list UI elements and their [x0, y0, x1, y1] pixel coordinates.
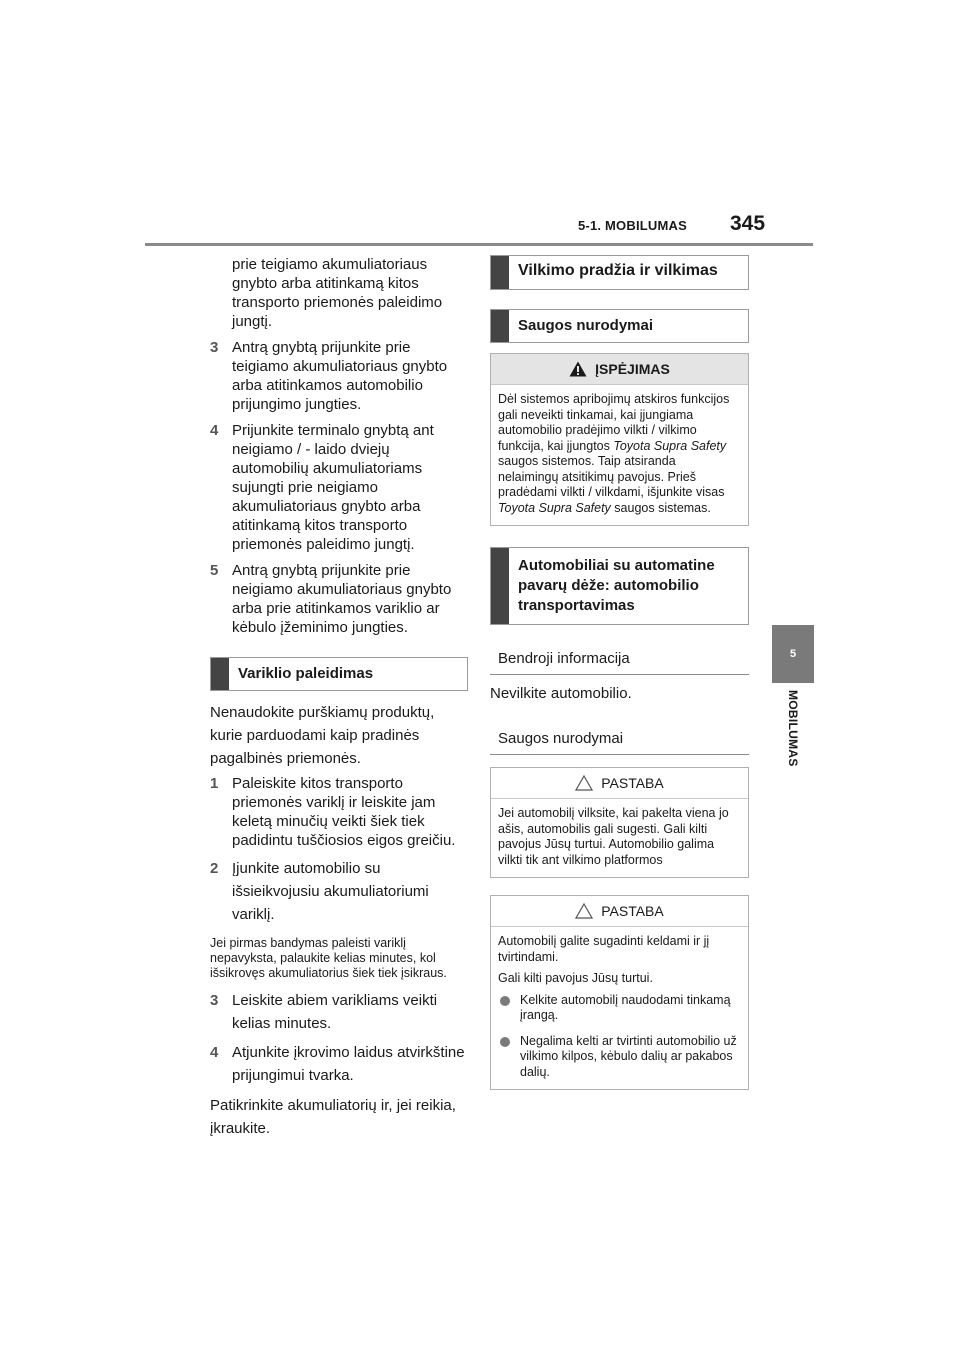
step-number: 3 — [210, 339, 219, 356]
step-number: 3 — [210, 992, 219, 1009]
step-text: Atjunkite įkrovimo laidus atvirkštine prijungimui tvarka. — [232, 1044, 465, 1084]
notice-text: Gali kilti pavojus Jūsų turtui. — [498, 971, 653, 985]
continued-text: prie teigiamo akumuliatoriaus gnybto arba atitinkamą kitos transporto priemonės paleidimo jungtį. — [232, 256, 443, 330]
step-text: Antrą gnybtą prijunkite prie neigiamo akumuliatoriaus gnybto arba prie atitinkamos variklio ar kėbulo įžeminimo jungties. — [232, 562, 452, 636]
section-heading-towing — [490, 255, 749, 290]
note-text: Jei pirmas bandymas paleisti variklį nepavyksta, palaukite kelias minutes, kol išsikrovęs akumuliatorius šiek tiek įsikraus. — [210, 936, 447, 980]
warning-text: Dėl sistemos apribojimų atskiros funkcijos gali neveikti tinkamai, kai įjungiama automobilio pradėjimo vilkti / vilkimo funkcija, kai įjungtos — [498, 392, 730, 453]
warning-triangle-icon — [569, 361, 587, 377]
chapter-tab-label — [772, 690, 814, 800]
heading-text: Variklio paleidimas — [238, 665, 374, 682]
section-heading-automatic — [490, 547, 749, 625]
section-heading-safety — [490, 309, 749, 343]
warning-box — [490, 353, 749, 526]
heading-bar — [211, 658, 229, 690]
intro-text: Nenaudokite purškiamų produktų, kurie parduodami kaip pradinės pagalbinės priemonės. — [210, 704, 435, 767]
bullet-item — [498, 1034, 739, 1081]
step-item — [210, 561, 468, 637]
bullet-text: Negalima kelti ar tvirtinti automobilio už vilkimo kilpos, kėbulo dalių ar pakabos dalių. — [520, 1033, 737, 1079]
notice-body — [491, 927, 748, 1089]
right-column — [490, 255, 749, 1090]
step-item — [210, 421, 468, 554]
chapter-tab-number[interactable]: 5 — [772, 625, 814, 683]
notice-header — [491, 896, 748, 927]
notice-body: Jei automobilį vilksite, kai pakelta viena jo ašis, automobilis gali sugesti. Gali kilti pavojus Jūsų turtui. Automobilio galima vilkti tik ant vilkimo platformos — [498, 806, 729, 867]
section-heading-engine-start — [210, 657, 468, 691]
warning-title: ĮSPĖJIMAS — [595, 360, 670, 377]
section-title: 5-1. MOBILUMAS — [578, 218, 687, 233]
step-number: 4 — [210, 1044, 219, 1061]
bullet-dot-icon — [500, 996, 510, 1006]
step-item — [210, 338, 468, 414]
bullet-text: Kelkite automobilį naudodami tinkamą įrangą. — [520, 992, 731, 1022]
step-item — [210, 1041, 468, 1087]
heading-bar — [491, 310, 509, 342]
subheading-general: Bendroji informacija — [490, 649, 749, 675]
bullet-dot-icon — [500, 1037, 510, 1047]
step-text: Prijunkite terminalo gnybtą ant neigiamo / - laido dviejų automobilių akumuliatoriams sujungti prie neigiamo akumuliatoriaus gnybto arba atitinkamą kitos transporto priemonės paleidimo jungtį. — [232, 422, 434, 553]
heading-bar — [491, 256, 509, 289]
warning-header — [491, 354, 748, 385]
notice-box — [490, 767, 749, 878]
notice-text: Automobilį galite sugadinti keldami ir jį tvirtindami. — [498, 934, 710, 964]
step-number: 2 — [210, 860, 219, 877]
outro-text: Patikrinkite akumuliatorių ir, jei reikia, įkraukite. — [210, 1097, 456, 1137]
chapter-tab-label-text: MOBILUMAS — [786, 690, 800, 767]
warning-italic: Toyota Supra Safety — [613, 438, 727, 453]
step-text: Leiskite abiem varikliams veikti kelias minutes. — [232, 992, 438, 1032]
step-item — [210, 774, 468, 850]
warning-italic: Toyota Supra Safety — [498, 500, 611, 515]
heading-text: Saugos nurodymai — [518, 317, 654, 334]
notice-header — [491, 768, 748, 799]
warning-text: saugos sistemas. — [610, 500, 711, 515]
header-rule — [145, 243, 813, 246]
general-text: Nevilkite automobilio. — [490, 685, 632, 702]
notice-title: PASTABA — [601, 902, 664, 919]
step-number: 4 — [210, 422, 219, 439]
subheading-safety: Saugos nurodymai — [490, 729, 749, 755]
step-text: Paleiskite kitos transporto priemonės variklį ir leiskite jam keletą minučių veikti šiek tiek padidintu tuščiosios eigos greičiu. — [232, 775, 456, 849]
notice-box — [490, 895, 749, 1090]
page-number: 345 — [730, 212, 766, 235]
notice-triangle-icon — [575, 775, 593, 791]
heading-text: Automobiliai su automatine pavarų dėže: automobilio transportavimas — [518, 557, 715, 614]
bullet-item — [498, 993, 739, 1024]
step-text: Įjunkite automobilio su išsieikvojusiu akumuliatoriumi variklį. — [232, 860, 429, 923]
step-text: Antrą gnybtą prijunkite prie teigiamo akumuliatoriaus gnybto arba atitinkamos automobilio prijungimo jungties. — [232, 339, 448, 413]
warning-body — [491, 385, 748, 525]
notice-title: PASTABA — [601, 774, 664, 791]
step-item — [210, 989, 468, 1035]
step-item — [210, 857, 468, 926]
step-number: 1 — [210, 775, 219, 792]
step-number: 5 — [210, 562, 219, 579]
left-column — [210, 255, 468, 1140]
heading-text: Vilkimo pradžia ir vilkimas — [518, 262, 718, 279]
warning-text: saugos sistemos. Taip atsiranda nelaimingų atsitikimų pavojus. Prieš pradėdami vilkti / vilkdami, išjunkite visas — [498, 454, 725, 499]
heading-bar — [491, 548, 509, 624]
notice-triangle-icon — [575, 903, 593, 919]
